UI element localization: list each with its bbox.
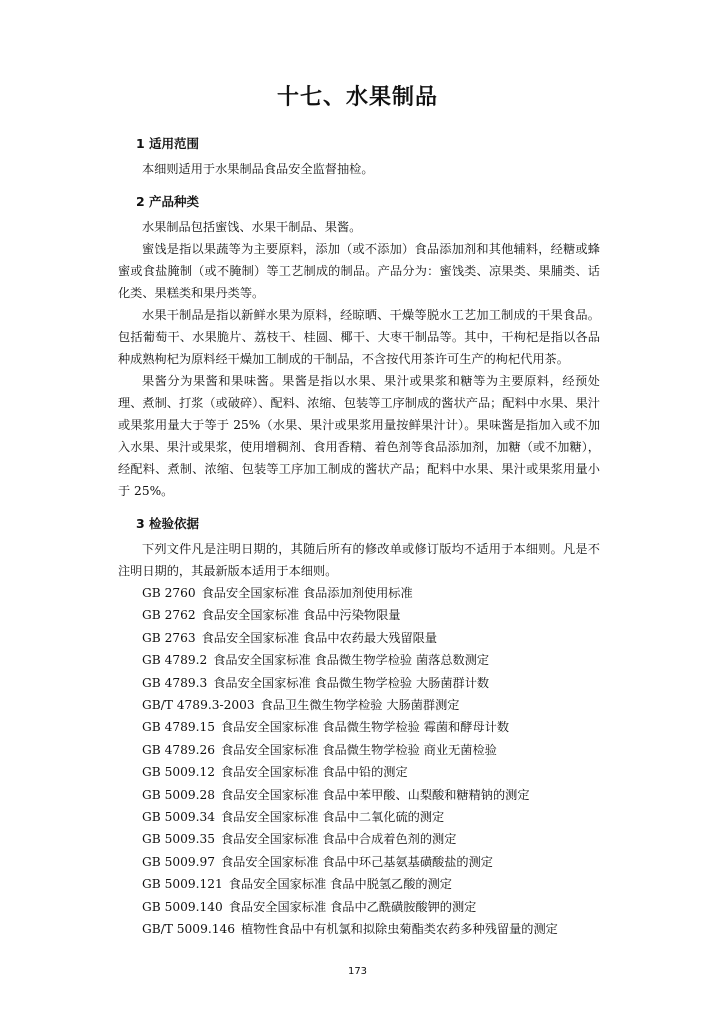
reference-item xyxy=(118,896,600,918)
reference-title: 食品安全国家标准 食品中苯甲酸、山梨酸和糖精钠的测定 xyxy=(220,787,530,802)
reference-item xyxy=(118,604,600,626)
reference-item xyxy=(118,873,600,895)
section-inspection-basis xyxy=(118,510,600,941)
section-product-types xyxy=(118,188,600,502)
reference-code: GB 5009.28 xyxy=(142,787,215,802)
reference-code: GB 5009.97 xyxy=(142,854,215,869)
reference-item xyxy=(118,784,600,806)
reference-title: 食品安全国家标准 食品中脱氢乙酸的测定 xyxy=(228,877,452,892)
reference-code: GB 4789.3 xyxy=(142,675,208,690)
reference-item xyxy=(118,694,600,716)
reference-title: 食品安全国家标准 食品中农药最大残留限量 xyxy=(201,630,438,645)
section-heading: 3 检验依据 xyxy=(136,516,200,531)
reference-item xyxy=(118,828,600,850)
reference-title: 食品安全国家标准 食品添加剂使用标准 xyxy=(201,586,413,600)
reference-code: GB 5009.12 xyxy=(142,765,215,780)
reference-item xyxy=(118,806,600,828)
reference-title: 食品安全国家标准 食品中二氧化硫的测定 xyxy=(220,810,445,825)
reference-title: 植物性食品中有机氯和拟除虫菊酯类农药多种残留量的测定 xyxy=(240,922,558,937)
paragraph: 蜜饯是指以果蔬等为主要原料，添加（或不添加）食品添加剂和其他辅料，经糖或蜂蜜或食盐腌制（或不腌制）等工艺制成的制品。产品分为：蜜饯类、凉果类、果脯类、话化类、果糕类和果丹类等。 xyxy=(118,242,600,300)
reference-item xyxy=(118,716,600,738)
reference-title: 食品安全国家标准 食品中乙酰磺胺酸钾的测定 xyxy=(228,899,477,914)
paragraph: 果酱分为果酱和果味酱。果酱是指以水果、果汁或果浆和糖等为主要原料，经预处理、煮制、打浆（或破碎）、配料、浓缩、包装等工序制成的酱状产品；配料中水果、果汁或果浆用量大于等于 25%（水果、果汁或果浆用量按鲜果汁计）。果味酱是指加入或不加入水果、果汁或果浆，使用增稠剂、食用香精、着色剂等食品添加剂，加糖（或不加糖），经配料、煮制、浓缩、包装等工序加工制成的酱状产品；配料中水果、果汁或果浆用量小于 25%。 xyxy=(118,374,600,498)
reference-item xyxy=(118,761,600,783)
document-body xyxy=(118,130,600,941)
reference-item xyxy=(118,851,600,873)
reference-item xyxy=(118,582,600,604)
reference-list xyxy=(118,582,600,941)
section-scope xyxy=(118,130,600,180)
paragraph: 本细则适用于水果制品食品安全监督抽检。 xyxy=(142,162,374,176)
reference-code: GB 2762 xyxy=(142,608,196,623)
reference-title: 食品安全国家标准 食品微生物学检验 大肠菌群计数 xyxy=(213,675,490,690)
reference-code: GB 5009.140 xyxy=(142,899,223,914)
reference-item xyxy=(118,918,600,940)
reference-item xyxy=(118,672,600,694)
reference-code: GB 5009.35 xyxy=(142,832,215,847)
page-number: 173 xyxy=(347,966,368,977)
reference-title: 食品安全国家标准 食品微生物学检验 霉菌和酵母计数 xyxy=(220,720,510,735)
page-title: 十七、水果制品 xyxy=(276,85,438,110)
reference-code: GB 2763 xyxy=(142,630,196,645)
reference-title: 食品安全国家标准 食品中环己基氨基磺酸盐的测定 xyxy=(220,854,493,869)
reference-title: 食品安全国家标准 食品微生物学检验 菌落总数测定 xyxy=(213,653,490,668)
reference-item xyxy=(118,627,600,649)
paragraph: 下列文件凡是注明日期的，其随后所有的修改单或修订版均不适用于本细则。凡是不注明日期的，其最新版本适用于本细则。 xyxy=(118,542,600,578)
paragraph: 水果制品包括蜜饯、水果干制品、果酱。 xyxy=(142,220,362,234)
reference-title: 食品安全国家标准 食品中污染物限量 xyxy=(201,608,401,623)
reference-code: GB 5009.34 xyxy=(142,810,215,825)
reference-title: 食品卫生微生物学检验 大肠菌群测定 xyxy=(260,698,460,713)
reference-code: GB 5009.121 xyxy=(142,877,223,892)
reference-title: 食品安全国家标准 食品微生物学检验 商业无菌检验 xyxy=(220,742,497,757)
reference-code: GB/T 5009.146 xyxy=(142,922,235,937)
reference-title: 食品安全国家标准 食品中合成着色剂的测定 xyxy=(220,832,457,847)
reference-item xyxy=(118,649,600,671)
reference-title: 食品安全国家标准 食品中铅的测定 xyxy=(220,765,408,780)
reference-code: GB 4789.26 xyxy=(142,742,215,757)
reference-item xyxy=(118,739,600,761)
section-heading: 1 适用范围 xyxy=(136,136,200,151)
reference-code: GB/T 4789.3-2003 xyxy=(142,698,255,713)
reference-code: GB 4789.15 xyxy=(142,720,215,735)
reference-code: GB 2760 xyxy=(142,586,196,600)
section-heading: 2 产品种类 xyxy=(136,194,200,209)
paragraph: 水果干制品是指以新鲜水果为原料，经晾晒、干燥等脱水工艺加工制成的干果食品。包括葡萄干、水果脆片、荔枝干、桂圆、椰干、大枣干制品等。其中，干枸杞是指以各品种成熟枸杞为原料经干燥加工制成的干制品，不含按代用茶许可生产的枸杞代用茶。 xyxy=(118,308,600,366)
reference-code: GB 4789.2 xyxy=(142,653,208,668)
